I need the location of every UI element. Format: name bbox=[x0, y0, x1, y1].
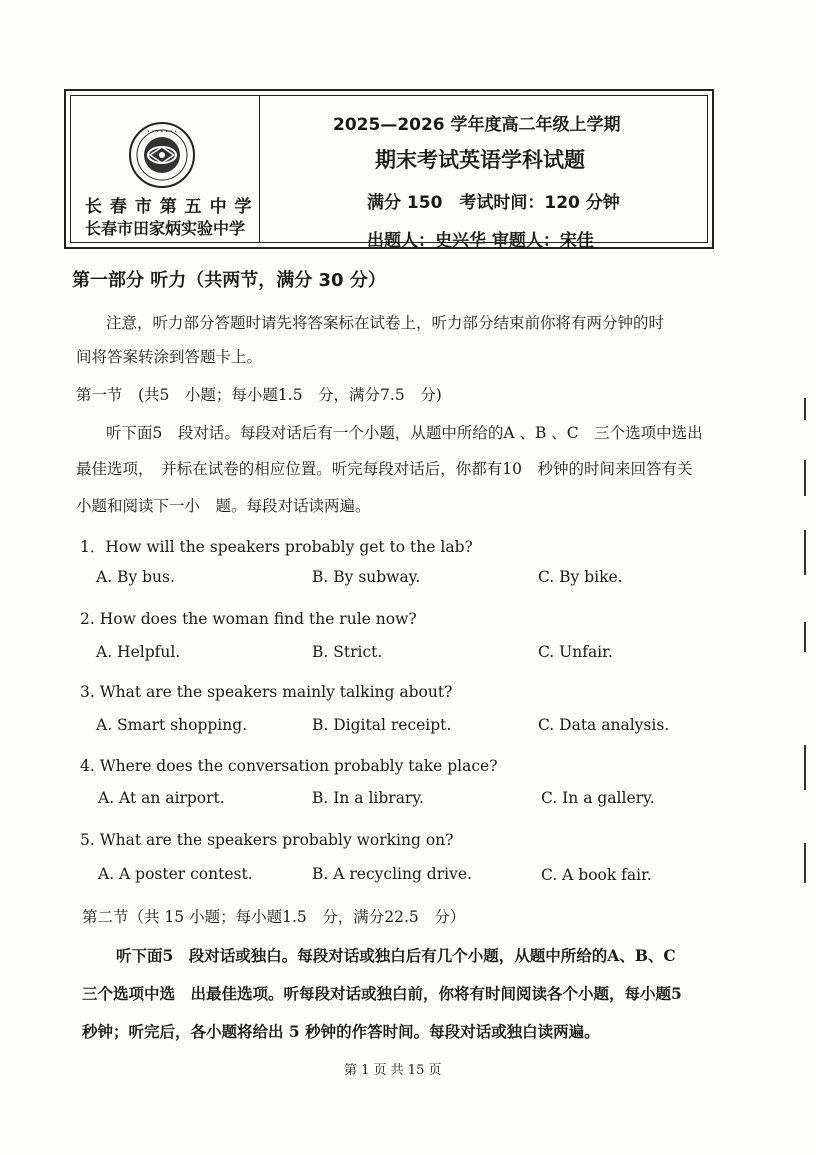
section2-instr-line1: 听下面5 段对话或独白。每段对话或独白后有几个小题，从题中所给的A、B、C bbox=[116, 946, 676, 965]
school-name-2: 长春市田家炳实验中学 bbox=[85, 219, 246, 238]
question-2: 2. How does the woman find the rule now? bbox=[80, 610, 417, 628]
question-4-option-b: B. In a library. bbox=[312, 789, 424, 807]
scan-mark bbox=[804, 460, 806, 496]
question-3: 3. What are the speakers mainly talking about? bbox=[80, 683, 453, 701]
section1-instr-line2: 最佳选项， 并标在试卷的相应位置。听完每段对话后，你都有10 秒钟的时间来回答有关 bbox=[76, 460, 693, 478]
school-name-1: 长 春 市 第 五 中 学 bbox=[85, 197, 253, 217]
question-2-option-a: A. Helpful. bbox=[96, 643, 181, 661]
section2-instr-line3: 秒钟；听完后，各小题将给出 5 秒钟的作答时间。每段对话或独白读两遍。 bbox=[82, 1022, 600, 1041]
section1-instr-line3: 小题和阅读下一小 题。每段对话读两遍。 bbox=[76, 497, 371, 515]
scan-mark bbox=[804, 843, 806, 883]
scan-mark bbox=[804, 745, 806, 790]
question-4-option-c: C. In a gallery. bbox=[541, 789, 655, 807]
exam-term: 2025—2026 学年度高二年级上学期 bbox=[333, 115, 621, 135]
question-3-option-a: A. Smart shopping. bbox=[96, 716, 248, 734]
exam-authors: 出题人：史兴华 审题人：宋佳 bbox=[367, 231, 594, 251]
question-2-option-c: C. Unfair. bbox=[538, 643, 613, 661]
header-divider bbox=[259, 96, 260, 242]
question-1-option-c: C. By bike. bbox=[538, 568, 623, 586]
question-3-option-b: B. Digital receipt. bbox=[312, 716, 452, 734]
part1-notice-line1: 注意，听力部分答题时请先将答案标在试卷上，听力部分结束前你将有两分钟的时 bbox=[106, 314, 665, 332]
exam-score-time: 满分 150 考试时间：120 分钟 bbox=[367, 193, 620, 213]
exam-header-box bbox=[64, 89, 714, 249]
svg-text:• • • • • • •: • • • • • • • bbox=[146, 129, 178, 135]
section1-title: 第一节 (共5 小题；每小题1.5 分，满分7.5 分) bbox=[76, 386, 442, 404]
question-3-option-c: C. Data analysis. bbox=[538, 716, 670, 734]
question-5-option-c: C. A book fair. bbox=[541, 866, 652, 884]
scan-mark bbox=[804, 622, 806, 652]
scan-mark bbox=[804, 398, 806, 420]
exam-title: 期末考试英语学科试题 bbox=[375, 148, 585, 172]
page-number: 第 1 页 共 15 页 bbox=[344, 1063, 442, 1078]
question-5-option-b: B. A recycling drive. bbox=[312, 865, 472, 883]
part1-title: 第一部分 听力（共两节，满分 30 分） bbox=[72, 270, 386, 291]
question-5: 5. What are the speakers probably working on? bbox=[80, 831, 454, 849]
question-4-option-a: A. At an airport. bbox=[98, 789, 225, 807]
question-1: 1．How will the speakers probably get to the lab? bbox=[80, 538, 473, 556]
section1-instr-line1: 听下面5 段对话。每段对话后有一个小题，从题中所给的A 、B 、C 三个选项中选出 bbox=[106, 424, 703, 442]
question-2-option-b: B. Strict. bbox=[312, 643, 383, 661]
question-1-option-b: B. By subway. bbox=[312, 568, 421, 586]
part1-notice-line2: 间将答案转涂到答题卡上。 bbox=[76, 348, 263, 366]
section2-title: 第二节（共 15 小题；每小题1.5 分，满分22.5 分） bbox=[82, 908, 466, 926]
header-inner-frame bbox=[70, 95, 708, 251]
school-seal-icon bbox=[128, 121, 196, 189]
question-1-option-a: A. By bus. bbox=[96, 568, 175, 586]
question-5-option-a: A. A poster contest. bbox=[98, 865, 253, 883]
question-4: 4. Where does the conversation probably take place? bbox=[80, 757, 498, 775]
scan-mark bbox=[804, 530, 806, 575]
section2-instr-line2: 三个选项中选 出最佳选项。听每段对话或独白前，你将有时间阅读各个小题，每小题5 bbox=[82, 984, 682, 1003]
